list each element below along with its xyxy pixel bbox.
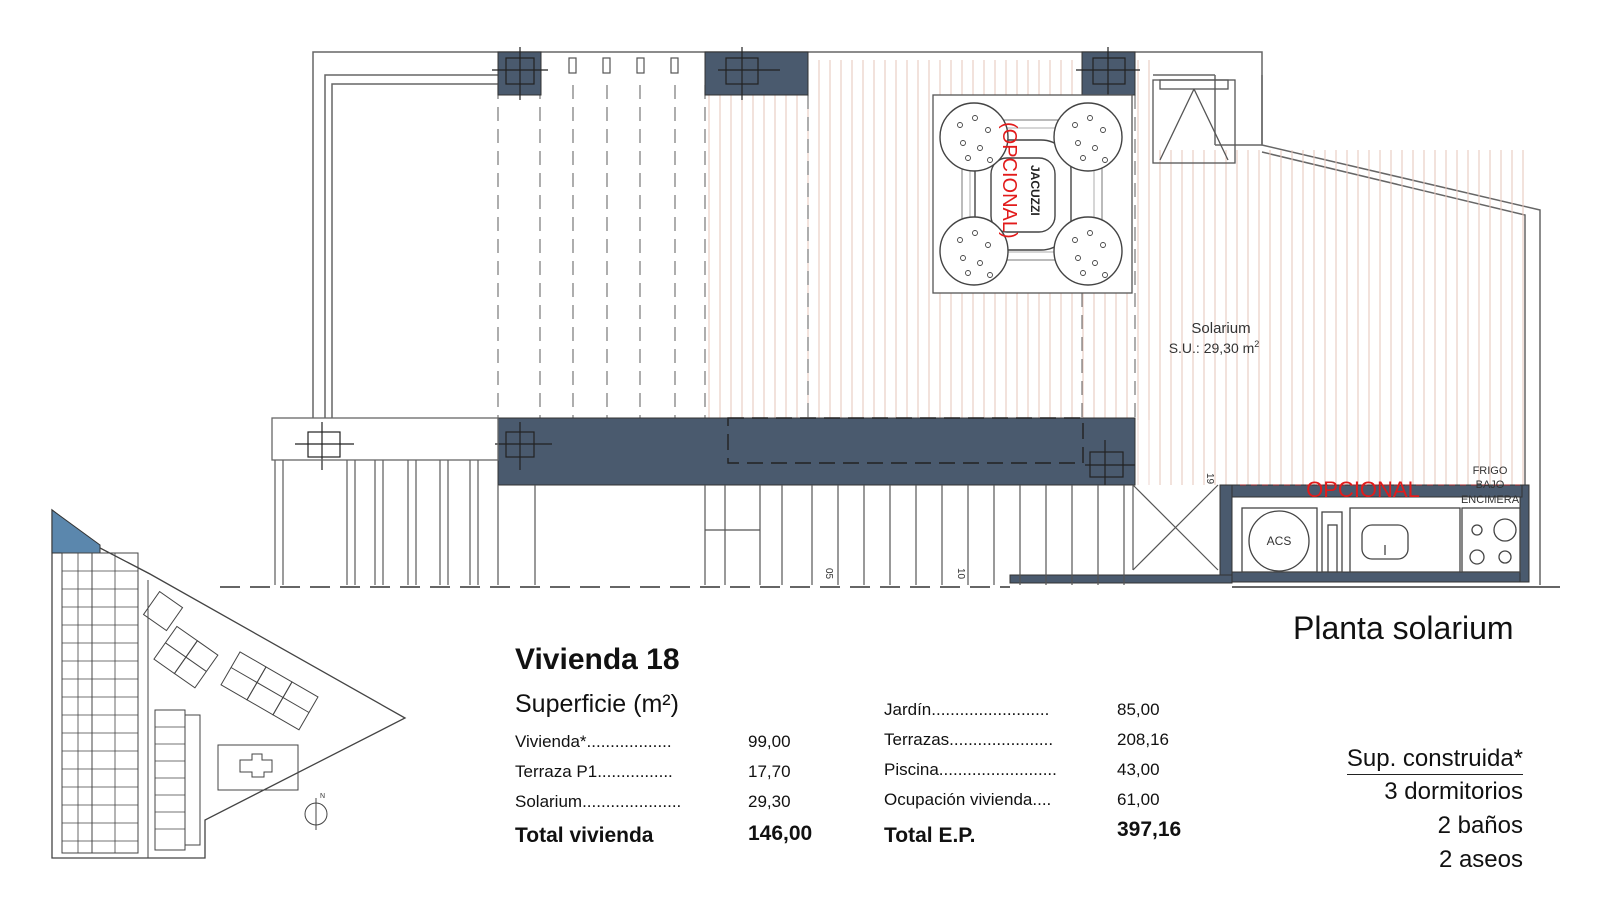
row-terraza-label: Terraza P1................ bbox=[515, 762, 673, 781]
row-ocupacion-label: Ocupación vivienda.... bbox=[884, 790, 1052, 809]
row-solarium-value: 29,30 bbox=[748, 792, 791, 811]
lower-pergola bbox=[272, 418, 498, 585]
row-piscina-label: Piscina......................... bbox=[884, 760, 1057, 779]
frigo-label-3: ENCIMERA bbox=[1460, 494, 1520, 506]
summary-toilets: 2 aseos bbox=[1438, 846, 1523, 873]
staircase bbox=[498, 485, 1218, 585]
step-label-05: 05 bbox=[823, 568, 834, 580]
total-vivienda-label: Total vivienda bbox=[515, 824, 654, 847]
total-vivienda-value: 146,00 bbox=[748, 822, 813, 845]
row-vivienda-label: Vivienda*.................. bbox=[515, 732, 672, 751]
row-terraza-value: 17,70 bbox=[748, 762, 791, 781]
total-ep-value: 397,16 bbox=[1117, 818, 1182, 841]
row-jardin-label: Jardín......................... bbox=[884, 700, 1050, 719]
row-terrazas-value: 208,16 bbox=[1117, 730, 1169, 749]
summary-bathrooms: 2 baños bbox=[1437, 812, 1523, 839]
pergola-posts bbox=[569, 58, 678, 73]
unit-title: Vivienda 18 bbox=[515, 643, 680, 676]
row-terrazas-label: Terrazas...................... bbox=[884, 730, 1054, 749]
acs-label: ACS bbox=[1266, 534, 1292, 548]
frigo-label-2: BAJO bbox=[1475, 479, 1505, 491]
built-surface-summary bbox=[1318, 745, 1523, 877]
frigo-label-1: FRIGO bbox=[1472, 465, 1508, 477]
solarium-name: Solarium bbox=[1191, 320, 1251, 337]
opcional-vertical-label: (OPCIONAL) bbox=[998, 122, 1020, 239]
total-ep-label: Total E.P. bbox=[884, 824, 976, 847]
plan-title: Planta solarium bbox=[1293, 610, 1514, 646]
summary-bedrooms: 3 dormitorios bbox=[1384, 778, 1523, 805]
row-jardin-value: 85,00 bbox=[1117, 700, 1160, 719]
row-ocupacion-value: 61,00 bbox=[1117, 790, 1160, 809]
row-vivienda-value: 99,00 bbox=[748, 732, 791, 751]
site-map bbox=[52, 510, 405, 858]
opcional-label: OPCIONAL bbox=[1306, 477, 1420, 502]
row-solarium-label: Solarium..................... bbox=[515, 792, 682, 811]
jacuzzi bbox=[933, 95, 1132, 293]
surface-subtitle: Superficie (m²) bbox=[515, 690, 679, 718]
solarium-area: S.U.: 29,30 $m^2$ bbox=[1168, 339, 1260, 356]
row-piscina-value: 43,00 bbox=[1117, 760, 1160, 779]
north-label: N bbox=[320, 793, 326, 800]
jacuzzi-label: JACUZZI bbox=[1028, 165, 1042, 216]
step-label-19: 19 bbox=[1204, 473, 1215, 485]
summary-heading: Sup. construida* bbox=[1347, 745, 1523, 775]
step-label-10: 10 bbox=[955, 568, 966, 580]
